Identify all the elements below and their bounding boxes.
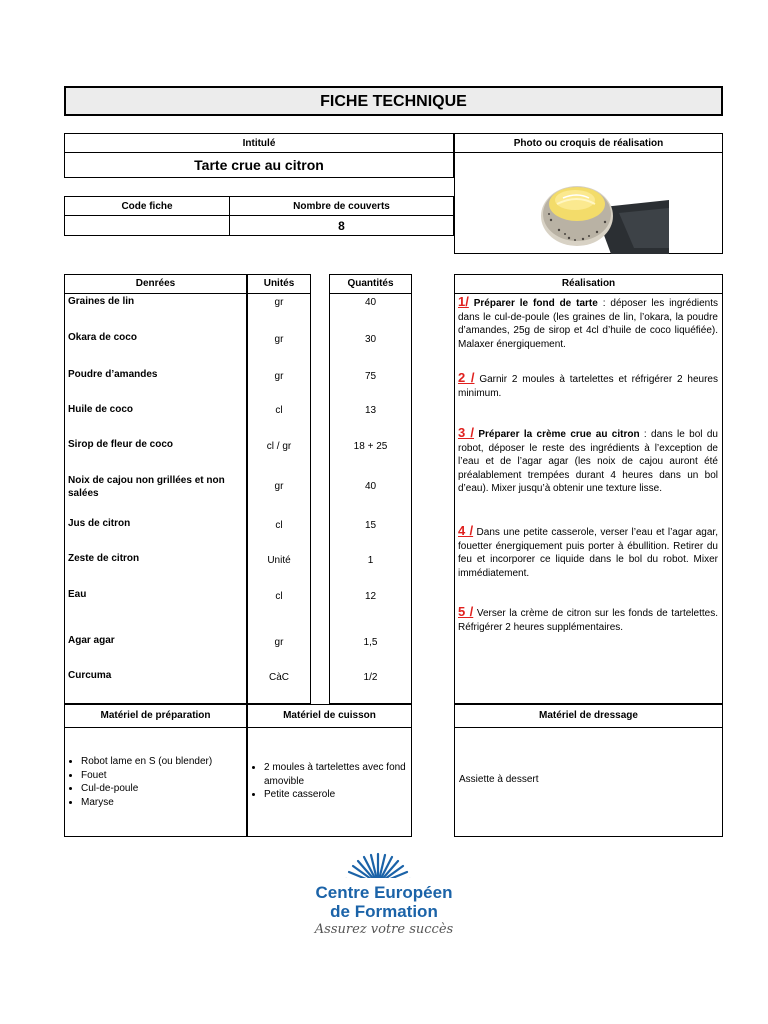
ingredient-qty: 1/2 (363, 672, 378, 683)
ingredient-unit: cl (275, 520, 283, 531)
ingredient-name: Noix de cajou non grillées et non salées (68, 475, 225, 499)
list-item: • Petite casserole (264, 788, 408, 802)
realisation-step (458, 605, 718, 634)
couverts-label: Nombre de couverts (293, 201, 390, 212)
ingredient-name: Eau (68, 589, 87, 600)
denrees-header: Denrées (135, 278, 176, 289)
ingredient-unit: gr (274, 334, 284, 345)
realisation-header: Réalisation (561, 278, 616, 289)
logo-tagline: Assurez votre succès (314, 922, 454, 937)
intitule-label: Intitulé (242, 138, 276, 149)
step-number: 1/ (458, 294, 469, 309)
realisation-step (458, 426, 718, 496)
photo-label: Photo ou croquis de réalisation (513, 138, 664, 149)
ingredient-unit: gr (274, 297, 284, 308)
realisation-step (458, 295, 718, 351)
list-item: • Cul-de-poule (81, 782, 242, 796)
couverts-value: 8 (338, 219, 345, 233)
ingredient-unit: CàC (268, 672, 289, 683)
photo-block (454, 133, 723, 254)
ingredient-qty: 40 (364, 297, 377, 308)
list-item: • Maryse (81, 796, 242, 810)
list-item: • Fouet (81, 769, 242, 783)
ingredient-name: Poudre d’amandes (68, 369, 158, 380)
materiel-cuisson-list (250, 761, 408, 802)
ingredient-qty: 15 (364, 520, 377, 531)
code-fiche-label: Code fiche (121, 201, 173, 212)
step-text: Verser la crème de citron sur les fonds de tartelettes. Réfrigérer 2 heures supplémentaires. (458, 608, 718, 633)
ingredient-unit: gr (274, 637, 284, 648)
materiel-cuisson-label: Matériel de cuisson (283, 710, 376, 721)
materiel-cuisson (247, 704, 412, 837)
step-text: : déposer les ingrédients dans le cul-de-poule (les graines de lin, l’okara, la poudre d’amandes, 25g de sirop et 4cl d’huile de coco liquéfiée). Malaxer énergiquement. (458, 298, 719, 350)
step-text: Dans une petite casserole, verser l’eau et l’agar agar, fouetter énergiquement puis porter à ébullition. Retirer du feu et incorporer ce liquide dans le bol du robot. Mixer immédiatement. (458, 527, 718, 579)
materiel-preparation-list (67, 755, 242, 809)
step-number: 4 / (458, 523, 474, 538)
logo-line1: Centre Européen (315, 883, 453, 902)
step-text: Garnir 2 moules à tartelettes et réfrigérer 2 heures minimum. (458, 374, 718, 399)
ingredient-unit: cl (275, 405, 283, 416)
ingredient-unit: gr (274, 371, 284, 382)
ingredient-qty: 18 + 25 (353, 441, 388, 452)
step-text: : dans le bol du robot, déposer le reste des ingrédients à l’exception de l’eau et de l’agar agar (les noix de cajou auront été préalablement trempées durant 4 heures dans un bol d’eau). Mixer jusqu’à obtenir une texture lisse. (458, 429, 718, 494)
ingredient-name: Okara de coco (68, 332, 137, 343)
ingredient-name: Agar agar (68, 635, 115, 646)
step-title: Préparer le fond de tarte (473, 298, 598, 309)
recipe-title: Tarte crue au citron (194, 157, 324, 173)
ingredient-qty: 75 (364, 371, 377, 382)
materiel-dressage-label: Matériel de dressage (539, 710, 638, 721)
realisation-step (458, 371, 718, 400)
ingredient-qty: 1,5 (363, 637, 378, 648)
page-title: FICHE TECHNIQUE (64, 86, 723, 116)
step-number: 2 / (458, 370, 475, 385)
quantites-header: Quantités (347, 278, 394, 289)
ingredient-name: Sirop de fleur de coco (68, 439, 174, 450)
step-title: Préparer la crème crue au citron (478, 429, 640, 440)
code-couverts-block (64, 196, 454, 236)
step-number: 3 / (458, 425, 475, 440)
list-item: • Robot lame en S (ou blender) (81, 755, 242, 769)
ingredient-qty: 40 (364, 481, 377, 492)
materiel-dressage (454, 704, 723, 837)
ingredient-unit: cl / gr (266, 441, 292, 452)
intitule-block (64, 133, 454, 178)
tart-photo-icon (539, 168, 669, 254)
ingredient-qty: 12 (364, 591, 377, 602)
ingredient-name: Jus de citron (68, 518, 131, 529)
materiel-preparation-label: Matériel de préparation (100, 710, 211, 721)
ingredient-name: Zeste de citron (68, 553, 140, 564)
materiel-preparation (64, 704, 247, 837)
ingredient-qty: 1 (367, 555, 374, 566)
step-number: 5 / (458, 604, 474, 619)
ingredient-name: Graines de lin (68, 296, 135, 307)
ingredient-name: Huile de coco (68, 404, 134, 415)
ingredient-unit: cl (275, 591, 283, 602)
logo-line2: de Formation (330, 902, 438, 921)
realisation-step (458, 524, 718, 580)
ingredient-unit: gr (274, 481, 284, 492)
ingredient-qty: 13 (364, 405, 377, 416)
unites-header: Unités (263, 278, 295, 289)
ingredient-unit: Unité (267, 555, 291, 566)
ingredient-qty: 30 (364, 334, 377, 345)
logo-sunburst-icon (343, 852, 413, 886)
ingredient-name: Curcuma (68, 670, 112, 681)
list-item: • 2 moules à tartelettes avec fond amovible (264, 761, 408, 788)
materiel-dressage-value: Assiette à dessert (459, 774, 539, 785)
